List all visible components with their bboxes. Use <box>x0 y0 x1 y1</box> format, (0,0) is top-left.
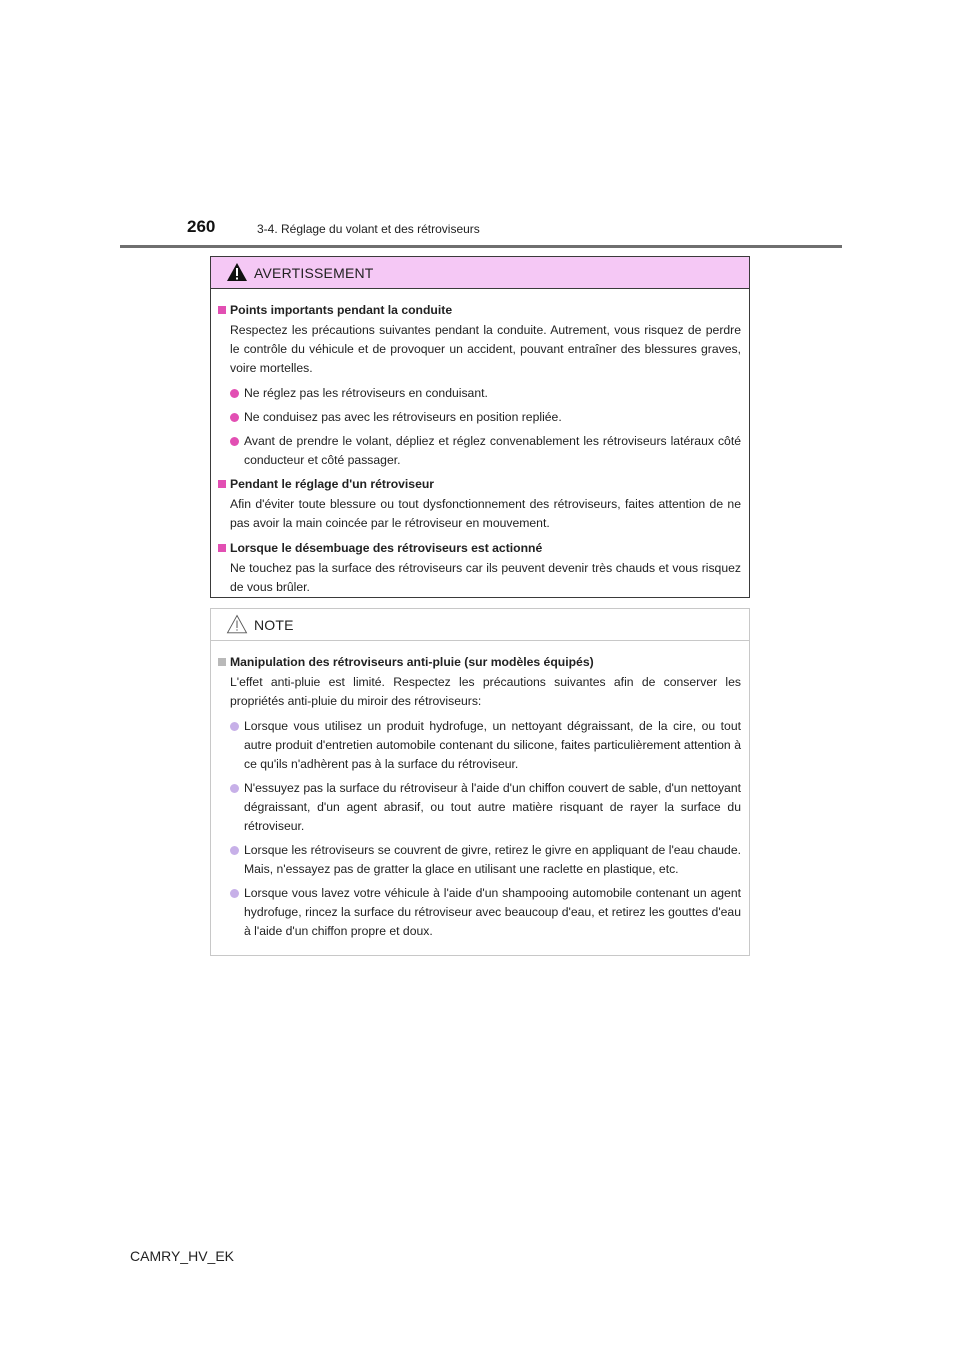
warning-triangle-icon <box>226 262 248 282</box>
round-bullet-icon <box>230 784 239 793</box>
warning-header <box>211 257 749 289</box>
section-title: 3-4. Réglage du volant et des rétroviseurs <box>257 222 480 236</box>
round-bullet-icon <box>230 722 239 731</box>
warning-body <box>211 289 749 597</box>
note-body <box>211 641 749 941</box>
list-item: Lorsque vous lavez votre véhicule à l'aide d'un shampooing automobile contenant un agent hydrofuge, rincez la surface du rétroviseur avec beaucoup d'eau, et retirez les gouttes d'eau à l'aide d'un chiffon propre et doux. <box>218 884 741 941</box>
square-bullet-icon <box>218 658 226 666</box>
warning-title: AVERTISSEMENT <box>254 265 374 281</box>
note-header <box>211 609 749 641</box>
round-bullet-icon <box>230 437 239 446</box>
page-header <box>120 214 842 248</box>
list-item: Ne réglez pas les rétroviseurs en conduisant. <box>218 384 741 403</box>
round-bullet-icon <box>230 846 239 855</box>
section-text: L'effet anti-pluie est limité. Respectez les précautions suivantes afin de conserver les propriétés anti-pluie du miroir des rétroviseurs: <box>230 675 741 708</box>
square-bullet-icon <box>218 544 226 552</box>
page-number: 260 <box>187 217 216 236</box>
section-heading: Manipulation des rétroviseurs anti-pluie (sur modèles équipés) <box>218 653 741 672</box>
warning-box <box>210 256 750 598</box>
round-bullet-icon <box>230 389 239 398</box>
section-text: Respectez les précautions suivantes pendant la conduite. Autrement, vous risquez de perdre le contrôle du véhicule et de provoquer un accident, pouvant entraîner des blessures graves, voire mortelles. <box>230 323 741 375</box>
round-bullet-icon <box>230 413 239 422</box>
square-bullet-icon <box>218 306 226 314</box>
note-box <box>210 608 750 956</box>
square-bullet-icon <box>218 480 226 488</box>
list-item: Lorsque les rétroviseurs se couvrent de givre, retirez le givre en appliquant de l'eau chaude. Mais, n'essayez pas de gratter la glace en utilisant une raclette en plastique, etc. <box>218 841 741 879</box>
section-heading: Lorsque le désembuage des rétroviseurs est actionné <box>218 539 741 558</box>
caution-triangle-outline-icon <box>226 614 248 634</box>
section-text: Ne touchez pas la surface des rétroviseurs car ils peuvent devenir très chauds et vous risquez de vous brûler. <box>230 561 741 594</box>
list-item: Ne conduisez pas avec les rétroviseurs en position repliée. <box>218 408 741 427</box>
footer-model: CAMRY_HV_EK <box>130 1248 235 1264</box>
round-bullet-icon <box>230 889 239 898</box>
list-item: Avant de prendre le volant, dépliez et réglez convenablement les rétroviseurs latéraux côté conducteur et côté passager. <box>218 432 741 470</box>
section-text: Afin d'éviter toute blessure ou tout dysfonctionnement des rétroviseurs, faites attention de ne pas avoir la main coincée par le rétroviseur en mouvement. <box>230 497 741 530</box>
section-heading: Pendant le réglage d'un rétroviseur <box>218 475 741 494</box>
section-heading: Points importants pendant la conduite <box>218 301 741 320</box>
list-item: N'essuyez pas la surface du rétroviseur à l'aide d'un chiffon couvert de sable, d'un nettoyant dégraissant, d'un agent abrasif, ou tout autre matière risquant de rayer la surface du rétroviseur. <box>218 779 741 836</box>
header-rule <box>120 245 842 248</box>
note-title: NOTE <box>254 617 294 633</box>
list-item: Lorsque vous utilisez un produit hydrofuge, un nettoyant dégraissant, de la cire, ou tout autre produit d'entretien automobile contenant du silicone, faites particulièrement attention à ce qu'ils n'adhèrent pas à la surface du rétroviseur. <box>218 717 741 774</box>
